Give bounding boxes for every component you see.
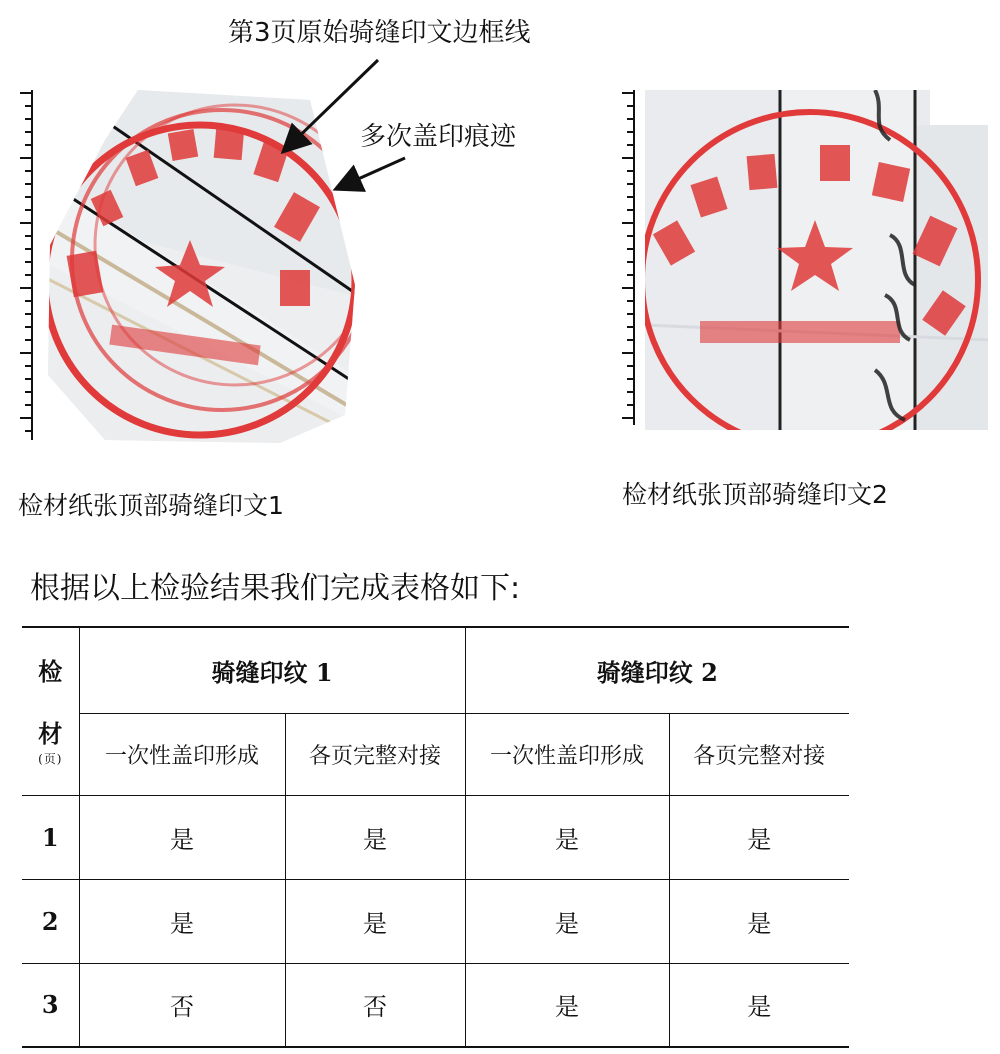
table-cell: 是 xyxy=(79,795,285,879)
table-cell: 是 xyxy=(465,879,669,963)
corner-char-2: 材 xyxy=(38,719,63,749)
table-row xyxy=(22,795,849,879)
row-number: 2 xyxy=(22,879,79,963)
group-header-2: 骑缝印纹 2 xyxy=(465,627,849,713)
annotation-border-line: 第3页原始骑缝印文边框线 xyxy=(228,18,531,48)
table-header-row xyxy=(22,627,849,713)
row-number: 1 xyxy=(22,795,79,879)
annotation-multi-stamp: 多次盖印痕迹 xyxy=(360,122,517,152)
table-cell: 是 xyxy=(285,879,465,963)
seal-image-2 xyxy=(620,85,990,435)
ruler-left-2 xyxy=(622,90,634,425)
corner-page-unit: (页) xyxy=(38,751,63,766)
arrow-to-multi-stamp xyxy=(338,158,405,188)
corner-header xyxy=(22,627,79,795)
caption-image-2: 检材纸张顶部骑缝印文2 xyxy=(622,480,888,509)
table-cell: 是 xyxy=(465,795,669,879)
table-cell: 是 xyxy=(669,879,849,963)
table-cell: 否 xyxy=(285,963,465,1047)
results-table xyxy=(22,626,849,1048)
table-cell: 是 xyxy=(79,879,285,963)
corner-char-1: 检 xyxy=(38,656,63,686)
table-row xyxy=(22,963,849,1047)
table-row xyxy=(22,879,849,963)
row-number: 3 xyxy=(22,963,79,1047)
group-header-1: 骑缝印纹 1 xyxy=(79,627,465,713)
subheader-cell: 一次性盖印形成 xyxy=(465,713,669,795)
section-heading: 根据以上检验结果我们完成表格如下: xyxy=(30,571,521,606)
table-cell: 是 xyxy=(465,963,669,1047)
table-cell: 否 xyxy=(79,963,285,1047)
subheader-cell: 一次性盖印形成 xyxy=(79,713,285,795)
table-cell: 是 xyxy=(285,795,465,879)
table-cell: 是 xyxy=(669,963,849,1047)
subheader-cell: 各页完整对接 xyxy=(669,713,849,795)
table-cell: 是 xyxy=(669,795,849,879)
caption-image-1: 检材纸张顶部骑缝印文1 xyxy=(18,491,284,520)
table-subheader-row xyxy=(22,713,849,795)
subheader-cell: 各页完整对接 xyxy=(285,713,465,795)
